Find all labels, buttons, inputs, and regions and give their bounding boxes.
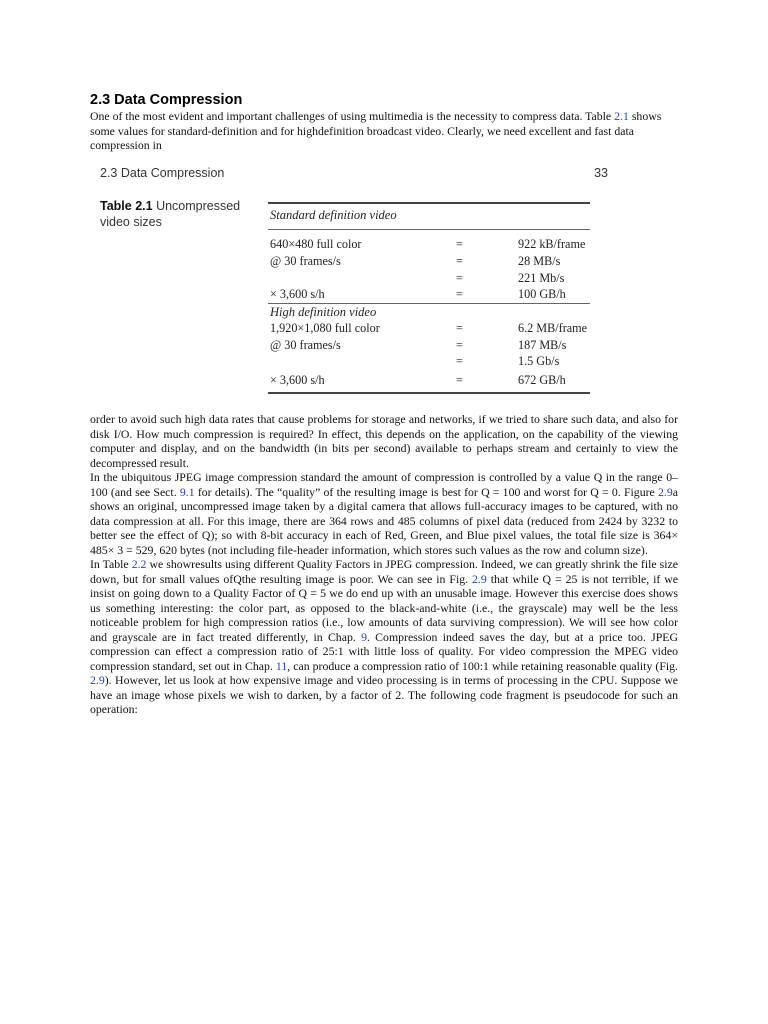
figure-running-head — [100, 166, 608, 180]
table-row: @ 30 frames/s = 187 MB/s — [270, 338, 567, 352]
figure-reference-link[interactable]: 2.9 — [658, 484, 673, 499]
body-text — [90, 412, 678, 717]
body-paragraph-3: In Table 2.2 we showresults using different Quality Factors in JPEG compression. Indeed, we can greatly shrink the file size down, but for small values ofQthe resulting image is poor. We can see in Fig. 2.9 that while Q = 25 is not terrible, if we insist on going down to a Quality Factor of Q = 5 we do end up with an unusable image. However this exercise does shows us something interesting: the color part, as opposed to the black-and-white (i.e., the grayscale) may well be the less noticeable problem for high compression ratios (i.e., low amounts of data surviving compression). We will see how color and grayscale are in fact treated differently, in Chap. 9. Compression indeed saves the day, but at a price too. JPEG compression can effect a compression ratio of 25:1 with little loss of quality. For video compression the MPEG video compression standard, set out in Chap. 11, can produce a compression ratio of 100:1 while retaining reasonable quality (Fig. 2.9). However, let us look at how expensive image and video processing is in terms of processing in the CPU. Suppose we have an image whose pixels we wish to darken, by a factor of 2. The following code fragment is pseudocode for such an operation: — [90, 557, 679, 716]
running-head-title: 2.3 Data Compression — [100, 166, 225, 180]
figure-reference-link[interactable]: 2.9 — [90, 673, 105, 687]
figure-page-number: 33 — [594, 166, 608, 180]
table-section-title: Standard definition video — [270, 208, 397, 222]
figure-reference-link[interactable]: 2.9 — [472, 571, 487, 586]
section-reference-link[interactable]: 9.1 — [179, 484, 195, 499]
table-row: × 3,600 s/h = 100 GB/h — [270, 287, 566, 301]
table-header-rule — [268, 229, 590, 230]
table-caption — [100, 198, 250, 230]
intro-text-2: shows some values for standard-definition and for highdefinition broadcast video. Clearly, we need excellent and fast data compression in — [90, 109, 662, 152]
table-row: × 3,600 s/h = 672 GB/h — [270, 373, 566, 387]
chapter-reference-link[interactable]: 9 — [361, 629, 367, 644]
table-row: 640×480 full color = 922 kB/frame — [270, 237, 586, 251]
body-paragraph-1: order to avoid such high data rates that cause problems for storage and networks, if we tried to share such data, and also for disk I/O. How much compression is required? In effect, this depends on the application, on the capability of the viewing computer and display, and on the bandwidth (in bits per second) available to perhaps stream and certainly to view the decompressed result. — [90, 412, 678, 470]
table-section-title: High definition video — [270, 305, 377, 319]
table-row: @ 30 frames/s = 28 MB/s — [270, 254, 561, 268]
table-row: = 221 Mb/s — [456, 271, 565, 285]
table-row: 1,920×1,080 full color = 6.2 MB/frame — [270, 321, 588, 335]
section-heading: 2.3 Data Compression — [90, 92, 243, 108]
table-row: = 1.5 Gb/s — [456, 354, 560, 368]
table-reference-link[interactable]: 2.1 — [614, 109, 629, 123]
table-figure — [98, 164, 610, 396]
table-caption-text: Uncompressed video sizes — [100, 199, 241, 229]
table-reference-link[interactable]: 2.2 — [131, 557, 147, 571]
chapter-reference-link[interactable]: 11 — [275, 658, 288, 673]
body-paragraph-2: In the ubiquitous JPEG image compression standard the amount of compression is controlled by a value Q in the range 0–100 (and see Sect. 9.1 for details). The “quality” of the resulting image is best for Q = 100 and worst for Q = 0. Figure 2.9a shows an original, uncompressed image taken by a digital camera that allows full-accuracy images to be captured, with no data compression at all. For this image, there are 364 rows and 485 columns of pixel data (reduced from 2424 by 3232 to better see the effect of Q); so with 8-bit accuracy in each of Red, Green, and Blue pixel values, the total file size is 364× 485× 3 = 529, 620 bytes (not including file-header information, which stores such values as the row and column size). — [90, 470, 678, 557]
intro-paragraph — [90, 109, 678, 153]
intro-text-1: One of the most evident and important challenges of using multimedia is the necessity to compress data. Table — [90, 109, 615, 123]
table-caption-label: Table 2.1 — [100, 199, 153, 213]
table-top-rule — [268, 202, 590, 204]
table-bottom-rule — [268, 392, 590, 394]
